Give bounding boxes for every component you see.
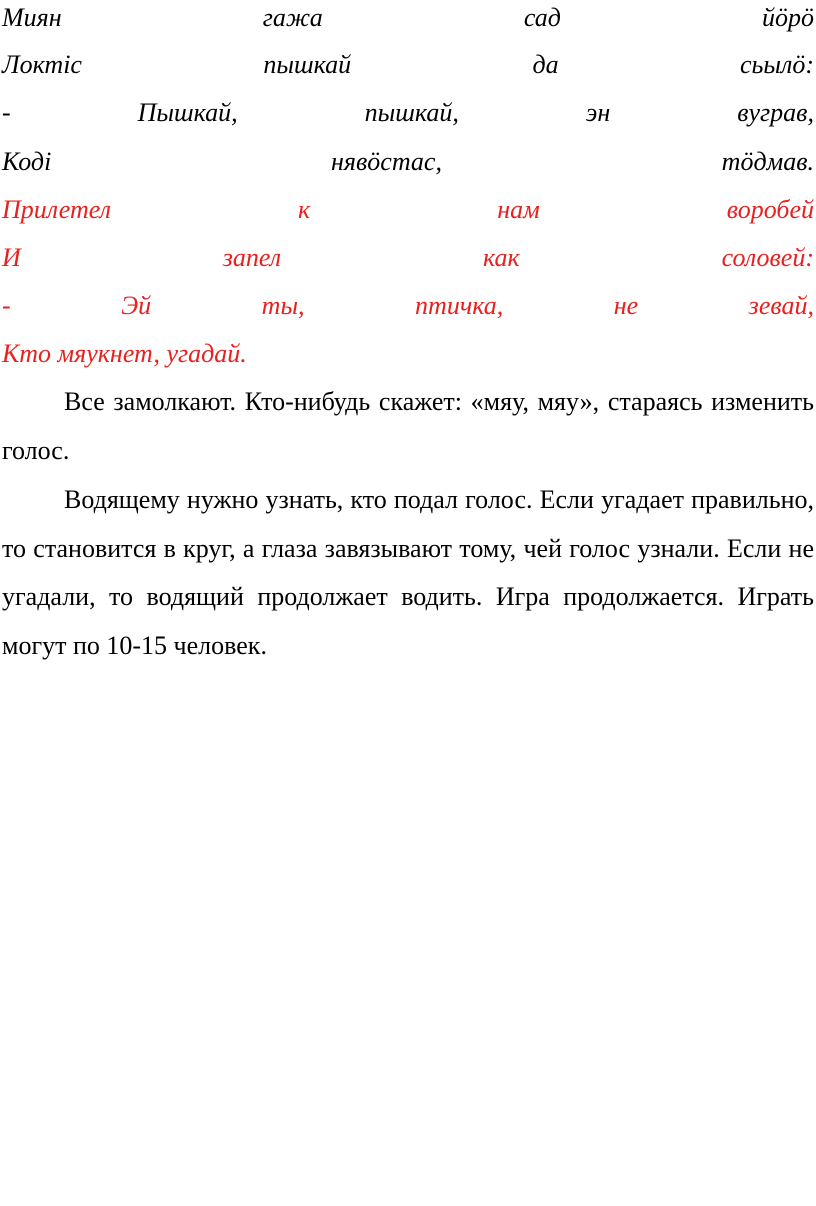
verse-word: соловей: — [721, 243, 814, 272]
verse-word: пышкай — [263, 50, 352, 79]
verse-word: Локтіс — [2, 50, 82, 79]
verse-word: воробей — [726, 195, 814, 224]
paragraph-1: Все замолкают. Кто-нибудь скажет: «мяу, мяу», стараясь изменить голос. — [2, 387, 814, 465]
verse-word: зевай, — [748, 291, 814, 320]
verse-word: нам — [497, 195, 540, 224]
verse-word: Эй — [121, 291, 152, 320]
verse-word: запел — [222, 243, 282, 272]
verse-word: вуграв, — [737, 98, 814, 127]
verse-word: Коді — [2, 147, 52, 176]
verse-word: гажа — [262, 3, 323, 32]
verse-word: как — [483, 243, 520, 272]
verse-russian-line-3 — [2, 286, 814, 326]
verse-word: Прилетел — [2, 195, 111, 224]
verse-word: И — [2, 243, 21, 272]
verse-word: да — [532, 50, 559, 79]
verse-komi-line-1 — [2, 0, 814, 38]
verse-word: ты, — [261, 291, 305, 320]
verse-russian-line-4 — [2, 334, 814, 374]
verse-word: - — [2, 98, 11, 127]
verse-word: нявӧстас, — [331, 147, 442, 176]
verse-word: Пышкай, — [137, 98, 238, 127]
verse-komi-line-3 — [2, 93, 814, 133]
verse-word: Миян — [2, 3, 62, 32]
verse-word: пышкай, — [364, 98, 459, 127]
verse-komi-line-4 — [2, 142, 814, 182]
verse-word: сад — [523, 3, 561, 32]
verse-word: к — [298, 195, 311, 224]
verse-russian-line-1 — [2, 190, 814, 230]
verse-word: йӧрӧ — [761, 3, 814, 32]
verse-word: птичка, — [415, 291, 504, 320]
paragraph-2: Водящему нужно узнать, кто подал голос. Если угадает правильно, то становится в круг, а глаза завязывают тому, чей голос узнали. Если не угадали, то водящий продолжает водить. Игра продолжается. Играть могут по 10-15 человек. — [2, 485, 814, 660]
verse-word: сьылӧ: — [740, 50, 814, 79]
verse-word: не — [613, 291, 639, 320]
verse-komi-line-2 — [2, 45, 814, 85]
verse-word: - — [2, 291, 11, 320]
verse-word: тӧдмав. — [721, 147, 814, 176]
verse-word: эн — [585, 98, 611, 127]
verse-russian-line-2 — [2, 238, 814, 278]
verse-line-text: Кто мяукнет, угадай. — [2, 339, 247, 368]
